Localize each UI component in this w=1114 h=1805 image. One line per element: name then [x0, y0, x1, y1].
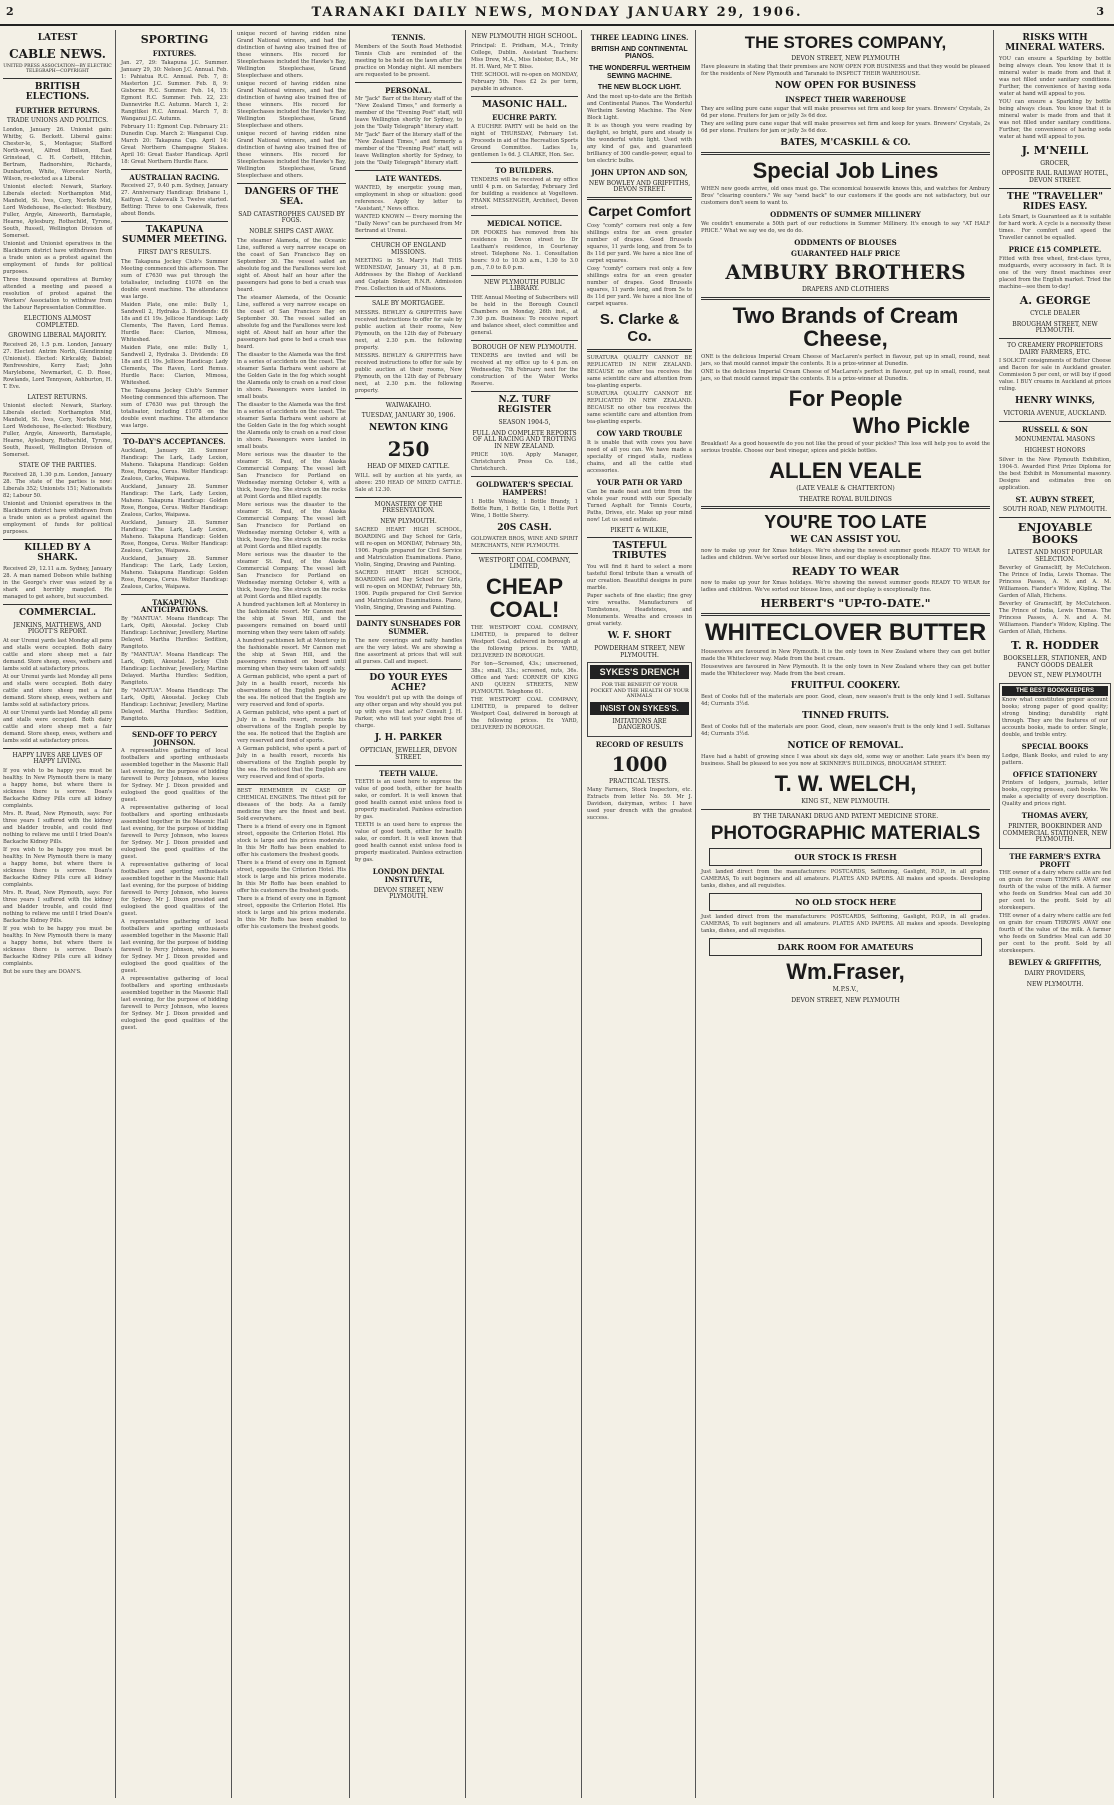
turf-season: SEASON 1904-5, [498, 419, 551, 427]
article-text: We couldn't enumerate a 50th part of our reductions in Summer Millinery. It's enough to say "AT HALF PRICE." What we say we do, we do do. [701, 220, 990, 234]
article-text: If you wish to be happy you must be healthy. In New Plymouth there is many a happy home, but where there is sickness there is sorrow. Doan's Backache Kidney Pills cure all kidney complaints. [3, 847, 112, 889]
dairy-providers: DAIRY PROVIDERS, [1024, 969, 1086, 977]
heading-for-people: For People [788, 385, 903, 411]
article-text: Three thousand operatives at Burnley attended a meeting and passed a resolution of protest against the Workers' Association to withdraw from the Labour Representation Committee. [3, 277, 112, 312]
article-text: PRICE 10/6. Apply Manager, Christchurch Press Co. Ltd., Christchurch. [471, 452, 578, 473]
heading-cream-cheese: Two Brands of Cream Cheese, [732, 302, 959, 351]
article-text: Cosy "comfy" corners rest only a few shillings extra for an even greater number of drapes. Good Brussels squares, 11 yards long, and from 5s to 8s 11d per yard. We have a nice line of carpet squares. [587, 223, 692, 265]
hodder-address: DEVON ST., NEW PLYMOUTH [1008, 672, 1102, 680]
article-text: Unionist and Unionist operatives in the Blackburn district have withdrawn from a trade union as a protest against the employment of funds for political purposes. [3, 241, 112, 276]
article-text: THE SCHOOL will re-open on MONDAY, February 5th. Fees £2 2s per term, payable in advance. [471, 71, 578, 92]
heading-office-stationery: OFFICE STATIONERY [1012, 769, 1098, 779]
fraser-qual: M.P.S.V., [832, 986, 859, 994]
article-text: They are selling pure cane sugar that will make preserves set firm and keep for years. Brewers' Crystals, 2s 6d per stone. Fruiters for jam or jelly 3s 6d doz. [701, 121, 990, 135]
article-text: Mrs. R. Read, New Plymouth, says: For three years I suffered with the kidney and bladder trouble, and could find nothing to relieve me until I tried Doan's Backache Kidney Pills. [3, 890, 112, 925]
article-text: Members of the South Road Methodist Tennis Club are reminded of the meeting to be held on the lawn after the practice on Monday night. All members are requested to be present. [355, 43, 462, 78]
article-text: By "MANTUA". Moana Handicap: The Lark, Opiti, Akoustal. Jockey Club Handicap: Lochnivar, Jewellery, Martine Delayed. Martha Hurdles: Sedition, Rangitoto. [121, 687, 228, 722]
article-text: SACRED HEART HIGH SCHOOL, BOARDING and Day School for Girls, will re-open on MONDAY, February 5th, 1906. Pupils prepared for Civil Service and Matriculation Examinations. Piano, Violin, Singing, Drawing and Painting. [355, 527, 462, 569]
article-text: More serious was the disaster to the steamer St. Paul, of the Alaska Commercial Company. The vessel left San Francisco for Portland on Wednesday morning October 4, with a thick, heavy fog. She struck on the rocks at Point Gorda and filled rapidly. [237, 501, 346, 550]
subheading-first-day: FIRST DAY'S RESULTS. [138, 249, 211, 257]
bewley-griffiths: BEWLEY & GRIFFITHS, [1008, 958, 1102, 968]
article-text: It is unable that with cows you have need of all you can. We have made a speciality of ringed stalls, rustless chains, and all the cattle stud accessories. [587, 440, 692, 475]
stores-address: DEVON STREET, NEW PLYMOUTH [791, 54, 900, 62]
heading-high-school: NEW PLYMOUTH HIGH SCHOOL. [471, 33, 578, 40]
heading-tasteful-tributes: TASTEFUL TRIBUTES [612, 541, 667, 562]
article-text: Paper sachets of fine elastic; fine grey wire wreaths. Manufacturers of Tombstones, Headstones, and Monuments. Wreaths and crosses in great variety. [587, 593, 692, 628]
article-text: You wouldn't put up with the doings of any other organ and why should you put up with eyes that ache? Consult J. H. Parker, who will test your sight free of charge. [355, 695, 462, 730]
column-local-notices [468, 30, 582, 1798]
press-credit: UNITED PRESS ASSOCIATION—BY ELECTRIC TELEGRAPH—COPYRIGHT [3, 64, 112, 75]
herberts-up-to-date: HERBERT'S "UP-TO-DATE." [760, 597, 931, 611]
heading-euchre-party: EUCHRE PARTY. [492, 113, 557, 123]
heading-waiwakaiho: WAIWAKAIHO. [385, 401, 432, 409]
veale-address: THEATRE ROYAL BUILDINGS [799, 495, 892, 503]
heading-path-or-yard: YOUR PATH OR YARD [596, 478, 683, 488]
ambury-brothers: AMBURY BROTHERS [725, 260, 966, 285]
avery-ad [999, 683, 1111, 849]
article-text: For ton—Screened, 43s.; unscreened, 38s.; small, 33s.; screened, nuts, 36s. Office and Yard: CORNER OF KING AND QUEEN STREETS, NEW PLYMOUTH. Telephone 61. [471, 661, 578, 696]
article-text: Have pleasure in stating that their premises are NOW OPEN FOR BUSINESS and that they would be pleased for the residents of New Plymouth and Taranaki to INSPECT THEIR WAREHOUSE. [701, 64, 990, 78]
column-cable-news [0, 30, 116, 1798]
article-text: There is a friend of every one in Egmont street, opposite the Criterion Hotel. His stock is large and his prices moderate. In this Mr Roffo has been enabled to offer his customers the freshest goods. [237, 895, 346, 930]
article-text: London, January 26. Unionist gain: Whitby, G. Beckett. Liberal gains: Chester-le, S., Montague; Stafford North-west, Alfred Billson, East Grinstead, C. H. Corbett, Hitchin, Bertram, Radnorshire, Richards, Dunbarton, White, Worcester North, Wilson, re-elected as a Liberal. [3, 127, 112, 183]
article-text: The Takapuna Jockey Club's Summer Meeting commenced this afternoon. The sum of £7630 was put through the totalisator, including £1078 on the double event machine. The attendance was large. [121, 258, 228, 300]
heading-mineral-waters: RISKS WITH MINERAL WATERS. [1005, 33, 1105, 53]
heading-medical-notice: MEDICAL NOTICE. [486, 218, 563, 228]
article-text: Housewives are favoured in New Plymouth. It is the only town in New Zealand where they can get butter made the Whiteclover way. Made from the best cream. [701, 649, 990, 663]
heading-traveller: THE "TRAVELLER" RIDES EASY. [1007, 191, 1103, 212]
article-text: Best of Cooks full of the materials are poor. Good, clean, new season's fruit is the only kind I sell. Sultanas 4d; Currants 3½d. [701, 694, 990, 708]
article-text: THE owner of a dairy where cattle are fed on grain for cream THROWS AWAY one fourth of the value of the milk. A farmer who feeds on Sundries Meal can add 30 per cent to the profit. Sold by all storekeepers. [999, 913, 1111, 955]
heading-half-price: GUARANTEED HALF PRICE [791, 249, 900, 259]
article-text: THE owner of a dairy where cattle are fed on grain for cream THROWS AWAY one fourth of the value of the milk. A farmer who feeds on Sundries Meal can add 30 per cent to the profit. Sold by all storekeepers. [999, 870, 1111, 912]
article-text: A EUCHRE PARTY will be held on the night of THURSDAY, February 1st. Proceeds in aid of the Recreation Sports Ground Committee. Ladies 1s, gentlemen 1s 6d. J. CLARKE, Hon. Sec. [471, 124, 578, 159]
column-stores-company [698, 30, 994, 1798]
clarke-name: S. Clarke & Co. [599, 311, 680, 345]
article-text: Lots Smart, is Guaranteed as it is suitable for hard work. A cycle is a necessity these times. For comfort and speed the Traveller cannot be equalled. [999, 214, 1111, 242]
george-trade: CYCLE DEALER [1030, 310, 1080, 318]
heading-borough: BOROUGH OF NEW PLYMOUTH. [472, 343, 577, 351]
article-text: A representative gathering of local footballers and sporting enthusiasts assembled together in the Masonic Hall last evening, for the purpose of bidding farewell to Percy Johnson, who leaves for Sydney. Mr J. Dixon presided and eulogised the good qualities of the guest. [121, 748, 228, 804]
heading-carpet-comfort: Carpet Comfort [588, 203, 691, 219]
article-text: Received 27, 9.40 p.m. Sydney, January 27. Anniversary Handicap: Brisbane 1, Kaifiyan 2, Cakewalk 3. Twelve started. Betting: Three to one Cakewalk, fives about Bonds. [121, 183, 228, 218]
bewley-address: NEW PLYMOUTH. [1026, 980, 1084, 988]
mcneill-trade: GROCER, [1040, 159, 1070, 167]
heading-open-for-business: NOW OPEN FOR BUSINESS [774, 81, 917, 92]
heading-removal: NOTICE OF REMOVAL. [787, 741, 904, 752]
article-text: unique record of having ridden nine Grand National winners, and had the distinction of having also trained five of these winners. His record for Steeplechases included the Hawke's Bay, Wellington Steeplechase, Grand Steeplechase and others. [237, 81, 346, 129]
article-text: BEST REMEMBER IN CASE OF CHEMICAL ENGINES. The fittest pill for diseases of the body. As a family medicine they are the finest and best. Sold everywhere. [237, 787, 346, 822]
article-text: ONE is the delicious Imperial Cream Cheese of MacLaren's perfect in flavour, put up in small, round, neat jars, so that mould cannot impair the contents. It is a prize-winner at Dunedin. [701, 353, 990, 367]
dark-room-box: DARK ROOM FOR AMATEURS [709, 938, 982, 956]
mcneill-address: OPPOSITE RAIL RAILWAY HOTEL, DEVON STREET. [1001, 170, 1109, 185]
article-text: Just landed direct from the manufacturers: POSTCARDS, Selftoning, Gaslight, P.O.P., in all grades. CAMERAS, To suit beginners and all amateurs. PLATES AND PAPERS. All makes and speeds. Developing tanks, dishes, and all requisites. [701, 914, 990, 935]
heading-pianos: BRITISH AND CONTINENTAL PIANOS. [591, 45, 688, 61]
turf-reports: FULL AND COMPLETE REPORTS OF ALL RACING AND TROTTING IN NEW ZEALAND. [472, 429, 577, 450]
article-text: Can be made neat and trim from the whole year round with our Specially Turned Asphalt for Tennis Courts, Paths, Drives, etc. Make up your mind now! Let us send estimate. [587, 488, 692, 523]
article-text: Auckland, January 28. Summer Handicap: The Lark, Lady Lexion, Maheno. Takapuna Handicap: Golden Rose, Rongoa, Cerus. Welter Handicap: Zealous, Carlos, Waipawa. [121, 519, 228, 554]
article-text: now to make up your for Xmas holidays. We're showing the newest summer goods READY TO WEAR for ladies and children. We've sorted our blouse lines, and our display is exceptionally fine. [701, 548, 990, 562]
heading-send-off: SEND-OFF TO PERCY JOHNSON. [131, 729, 218, 747]
heading-inspect-warehouse: INSPECT THEIR WAREHOUSE [785, 95, 906, 105]
subheading-happy-lives: HAPPY LIVES ARE LIVES OF HAPPY LIVING. [12, 751, 103, 766]
article-text: 1 Bottle Whisky, 1 Bottle Brandy, 1 Bottle Rum, 1 Bottle Gin, 1 Bottle Port Wine, 1 Bottle Sherry. [471, 498, 578, 519]
practical-tests: PRACTICAL TESTS. [609, 777, 670, 785]
sykes-insist: INSIST ON SYKES'S. [590, 702, 689, 715]
short-address: POWDERHAM STREET, NEW PLYMOUTH. [594, 645, 685, 659]
article-text: The steamer Alameda, of the Oceanic Line, suffered a very narrow escape on the coast of San Francisco Bay on September 30. The vessel sailed an absolute fog and the Farallones were lost sight of. About half an hour after the passengers had gone to bed a crash was heard. [237, 294, 346, 350]
stock-fresh-box: OUR STOCK IS FRESH [709, 848, 982, 866]
heading-british-elections: BRITISH ELECTIONS. [25, 81, 90, 102]
heading-personal: PERSONAL. [385, 85, 432, 95]
article-text: Mr "Jack" Barr of the literary staff of the "New Zealand Times," and formerly a member of the "Evening Post" staff, will leave Wellington shortly for Sydney, to join the "Daily Telegraph" literary staff. [355, 132, 462, 167]
heading-cow-yard: COW YARD TROUBLE [596, 429, 683, 439]
books-selection: LATEST AND MOST POPULAR SELECTION. [1007, 549, 1103, 563]
sykes-drench-title: SYKES'S DRENCH [590, 665, 689, 679]
article-text: YOU can ensure a Sparkling by bottle being always clean. You know that it is mineral water is made from and that it was not filled under sanitary conditions. Further, the convenience of having soda water at hand will appeal to you. [999, 98, 1111, 140]
subheading-ships-cast-away: NOBLE SHIPS CAST AWAY. [249, 227, 334, 235]
article-text: Fitted with free wheel, first-class tyres, mudguards, every accessory in fact. It is one of the very finest machines ever placed from the English market. Tried the machine—see them to-day! [999, 256, 1111, 291]
hodder-name: T. R. HODDER [1011, 639, 1099, 653]
subheading-state-of-parties: STATE OF THE PARTIES. [18, 462, 97, 470]
dental-address: DEVON STREET, NEW PLYMOUTH. [373, 886, 444, 901]
heading-monastery: MONASTERY OF THE PRESENTATION. [374, 500, 443, 515]
article-text: GOLDWATER BROS, WINE AND SPIRIT MERCHANTS, NEW PLYMOUTH. [471, 535, 578, 549]
article-text: Best of Cooks full of the materials are poor. Good, clean, new season's fruit is the only kind I sell. Sultanas 4d; Currants 3½d. [701, 724, 990, 738]
heading-new-plymouth: NEW PLYMOUTH. [380, 517, 437, 525]
article-text: If you wish to be happy you must be healthy. In New Plymouth there is many a happy home, but where there is sickness there is sorrow. Doan's Backache Kidney Pills cure all kidney complaints. [3, 768, 112, 810]
ambury-trade: DRAPERS AND CLOTHIERS [801, 286, 890, 294]
article-text: Just landed direct from the manufacturers: POSTCARDS, Selftoning, Gaslight, P.O.P., in all grades. CAMERAS, To suit beginners and all amateurs. PLATES AND PAPERS. All makes and speeds. Developing tanks, dishes, and all requisites. [701, 869, 990, 890]
article-text: Beverley of Gramscliff, by McCutcheon. The Prince of India, Lewis Thomas. The Princess Passes, A. N. and A. M. Williamson. Fiander's Widow, Kipling. The Garden of Allah, Hichens. [999, 601, 1111, 636]
heading-church-missions: CHURCH OF ENGLAND MISSIONS. [371, 242, 446, 256]
welch-name: T. W. WELCH, [774, 771, 917, 797]
heading-takapuna-meeting: TAKAPUNA SUMMER MEETING. [121, 225, 228, 246]
article-text: A German publicist, who spent a part of July in a health resort, records his observations of the English people by the sea. He noticed that the English are very reserved and fond of sports. [237, 673, 346, 708]
heading-who-pickle: Who Pickle [852, 412, 970, 438]
article-text: now to make up your for Xmas holidays. We're showing the newest summer goods READY TO WEAR for ladies and children. We've sorted our blouse lines, and our display is exceptionally fine. [701, 580, 990, 594]
article-text: TEETH is an used here to express the value of good teeth, either for health sake, or comfort. It is well known that good health cannot exist unless food is properly masticated. Painless extraction by gas. [355, 779, 462, 821]
article-text: Maiden Plate, one mile: Bully 1, Sandwell 2, Hydraka 3. Dividends: £6 18s and £1 19s. Jellicoe Handicap: Lady Clements, The Raven, Lord Remus. Hurdle Race: Clarion, Mimosa, Whiteshed. [121, 301, 228, 343]
article-text: DR FOOKES has removed from his residence in Devon street to Dr Leatham's residence, in Courtenay street. Telephone No. 1. Consultation hours: 9.0 to 10.30 a.m., 1.30 to 3.0 p.m., 7.0 to 8.0 p.m. [471, 229, 578, 271]
article-text: WHEN new goods arrive, old ones must go. The economical housewife knows this, and watches for Ambury Bros' "clearing counters." We say "send back" to our customers if the goods are not satisfactory, but our customers don't seem to want to. [701, 186, 990, 206]
article-text: Auckland, January 28. Summer Handicap: The Lark, Lady Lexion, Maheno. Takapuna Handicap: Golden Rose, Rongoa, Cerus. Welter Handicap: Zealous, Carlos, Waipawa. [121, 483, 228, 518]
article-text: YOU can ensure a Sparkling by bottle being always clean. You know that it is mineral water is made from and that it was not filled under sanitary conditions. Further, the convenience of having soda water at hand will appeal to you. [999, 55, 1111, 97]
article-text: Silver in the New Plymouth Exhibition, 1904-5. Awarded First Prize Diploma for the best Exhibit in Monumental masonry. Designs and estimates free on application. [999, 456, 1111, 491]
article-text: Maiden Plate, one mile: Bully 1, Sandwell 2, Hydraka 3. Dividends: £6 18s and £1 19s. Jellicoe Handicap: Lady Clements, The Raven, Lord Remus. Hurdle Race: Clarion, Mimosa, Whiteshed. [121, 344, 228, 386]
cattle-heading: HEAD OF MIXED CATTLE. [367, 462, 450, 470]
article-text: A representative gathering of local footballers and sporting enthusiasts assembled together in the Masonic Hall last evening, for the purpose of bidding farewell to Percy Johnson, who leaves for Sydney. Mr J. Dixon presided and eulogised the good qualities of the guest. [121, 805, 228, 861]
subheading-elections-complete: ELECTIONS ALMOST COMPLETED. [23, 315, 92, 329]
winks-address: VICTORIA AVENUE, AUCKLAND. [1003, 410, 1107, 418]
article-text: Unionist and Unionist operatives in the Blackburn district have withdrawn from a trade union as a protest against the employment of funds for political purposes. [3, 500, 112, 535]
drug-store: BY THE TARANAKI DRUG AND PATENT MEDICINE STORE. [752, 812, 939, 820]
highest-honors: HIGHEST HONORS [1024, 446, 1086, 454]
article-text: Cosy "comfy" corners rest only a few shillings extra for an even greater number of drapes. Good Brussels squares, 11 yards long, and from 5s to 8s 11d per yard. We have a nice line of carpet squares. [587, 266, 692, 308]
article-text: MEETING in St. Mary's Hall THIS WEDNESDAY, January 31, at 8 p.m. Addresses by the Bishop of Auckland and Captain Sinker, R.N.R. Admission Free. Collection in aid of Missions. [355, 258, 462, 293]
heading-creamery: TO CREAMERY PROPRIETORS DAIRY FARMERS, ETC. [1007, 342, 1103, 356]
article-text: It is as though you were reading by daylight, so bright, pure and steady is the wonderful white light. Used with any kind of gas, and guaranteed brilliancy of 300 candle-power, equal to ten electric bulbs. [587, 123, 692, 165]
article-text: WANTED, by energetic young man, employment in shop or situation: good references. Apply by letter to "Assistant," News office. [355, 185, 462, 213]
article-text: Unionist elected: Newark, Starkey. Liberals elected: Northampton Mid, Manfield, St. Ives, Cory, Norfolk Mid, Lord Wodehouse, Re-elected: Westbury, Fuller, Argyle, Ainsworth, Barnstaple, Hearne, Aylesbury, Rothschild, Tyrone, South, Russell, Wellington Division of Somerset. [3, 403, 112, 459]
article-text: WILL sell by auction at his yards, as above: 250 HEAD OF MIXED CATTLE. Sale at 12.30. [355, 472, 462, 493]
article-text: Auckland, January 28. Summer Handicap: The Lark, Lady Lexion, Maheno. Takapuna Handicap: Golden Rose, Rongoa, Cerus. Welter Handicap: Zealous, Carlos, Waipawa. [121, 555, 228, 590]
heading-stores-company: THE STORES COMPANY, [744, 33, 947, 52]
heading-cable-news: CABLE NEWS. [9, 46, 106, 61]
tests-count: 1000 [611, 751, 668, 776]
heading-ready-to-wear: READY TO WEAR [791, 565, 900, 579]
column-sporting [118, 30, 232, 1798]
george-name: A. GEORGE [1019, 294, 1091, 308]
heading-library: NEW PLYMOUTH PUBLIC LIBRARY. [484, 278, 565, 293]
upton-name: JOHN UPTON AND SON, [591, 168, 688, 178]
article-text: unique record of having ridden nine Grand National winners, and had the distinction of having also trained five of these winners. His record for Steeplechases included the Hawke's Bay, Wellington Steeplechase, Grand Steeplechase and others. [237, 31, 346, 79]
article-text: More serious was the disaster to the steamer St. Paul, of the Alaska Commercial Company. The vessel left San Francisco for Portland on Wednesday morning October 4, with a thick, heavy fog. She struck on the rocks at Point Gorda and filled rapidly. [237, 451, 346, 500]
article-text: At our Urenui yards last Monday all pens and stalls were occupied. Both dairy cattle and store sheep met a fair demand. Store sheep, ewes, wethers and lambs sold at satisfactory prices. [3, 709, 112, 744]
article-text: A representative gathering of local footballers and sporting enthusiasts assembled together in the Masonic Hall last evening, for the purpose of bidding farewell to Percy Johnson, who leaves for Sydney. Mr J. Dixon presided and eulogised the good qualities of the guest. [121, 862, 228, 918]
article-text: TENDERS will be received at my office until 4 p.m. on Saturday, February 3rd for building a residence at Vogeltown. FRANK MESSENGER, Architect, Devon street. [471, 176, 578, 211]
heading-block-light: THE NEW BLOCK LIGHT. [597, 84, 682, 92]
article-text: February 11: Egmont Cup. February 21: Dunedin Cup. March 2: Wanganui Cup. March 20: Takapuna Cup. April 14: Great Northern Champagne Stakes. April 16: Great Easter Handicap. April 18: Great Northern Hurdle Race. [121, 123, 228, 165]
article-text: A hundred yachtsmen left at Monterey in the fashionable resort. Mr Cannon met the ship at Swan Hill, and the passengers remained on board until morning when they were taken off safely. [237, 601, 346, 636]
article-text: THE Annual Meeting of Subscribers will be held in the Borough Council Chambers on Monday, 26th inst., at 7.30 p.m. Business: To receive report and balance sheet, elect committee and general. [471, 294, 578, 336]
subheading-fogs: SAD CATASTROPHES CAUSED BY FOGS. [238, 210, 345, 225]
article-text: WANTED KNOWN — Every morning the "Daily News" can be purchased from Mr Bertrand at Urenui. [355, 214, 462, 235]
article-text: MESSRS. BEWLEY & GRIFFITHS have received instructions to offer for sale by public auction at their rooms, New Plymouth, on the 12th day of February next, at 2.30 p.m. the following property. [355, 309, 462, 351]
heading-bookkeepers: THE BEST BOOKKEEPERS [1002, 686, 1108, 696]
article-text: They are selling pure cane sugar that will make preserves set firm and keep for years. Brewers' Crystals, 2s 6d per stone. Fruiters for jam or jelly 3s 6d doz. [701, 106, 990, 120]
subheading-fixtures: FIXTURES. [152, 49, 197, 59]
heading-three-lines: THREE LEADING LINES. [590, 33, 689, 42]
short-name: W. F. SHORT [607, 631, 672, 642]
article-text: The disaster to the Alameda was the first in a series of accidents on the coast. The steamer Santa Barbara went ashore at the Golden Gate in the fog which sought the Alameda only to crash on a reef close in shore. Passengers were landed in small boats. [237, 351, 346, 400]
heading-eyes-ache: DO YOUR EYES ACHE? [369, 672, 448, 693]
article-text: Have had a habit of growing since I was about six days old, some way or another. Late years it's been my business. Shall be pleased to see you now at SKINNER'S BUILDINGS, BROUGHAM STREET. [701, 754, 990, 768]
monumental-masons: MONUMENTAL MASONS [1015, 436, 1095, 444]
heading-late-wanteds: LATE WANTEDS. [375, 174, 442, 184]
heading-tinned-fruits: TINNED FRUITS. [801, 711, 890, 722]
article-text: TENDERS are invited and will be received at my office up to 4 p.m. on Wednesday, 7th February next for the construction of the Water Works Reserve. [471, 353, 578, 388]
heading-millinery: ODDMENTS OF SUMMER MILLINERY [770, 210, 921, 219]
heading-sunshades: DAINTY SUNSHADES FOR SUMMER. [356, 619, 461, 636]
avery-name: THOMAS AVERY, [1021, 811, 1089, 821]
article-text: The new coverings and natty handles are the very latest. We are showing a fine assortment at prices that will suit all purses. Call and inspect. [355, 637, 462, 665]
article-text: THE WESTPORT COAL COMPANY, LIMITED, is prepared to deliver Westport Coal, delivered in borough at the following prices. Ex YARD, DELIVERED IN BOROUGH. [471, 625, 578, 660]
no-old-stock-box: NO OLD STOCK HERE [709, 893, 982, 911]
fraser-address: DEVON STREET, NEW PLYMOUTH [791, 997, 900, 1005]
auctioneer-name: NEWTON KING [368, 423, 449, 434]
column-notices [352, 30, 466, 1798]
russell-son: RUSSELL & SON [1022, 424, 1088, 434]
article-text: Mr "Jack" Barr of the literary staff of the "New Zealand Times," and formerly a member of the "Evening Post" staff, will leave Wellington shortly for Sydney, to join the "Daily Telegraph" literary staff. [355, 96, 462, 131]
heading-teeth-value: TEETH VALUE. [379, 768, 438, 778]
article-text: Unionist elected: Newark, Starkey. Liberals elected: Northampton Mid, Manfield, St. Ives, Cory, Norfolk Mid, Lord Wodehouse, Re-elected: Westbury, Fuller, Argyle, Ainsworth, Barnstaple, Hearne, Aylesbury, Rothschild, Tyrone, South, Russell, Wellington Division of Somerset. [3, 184, 112, 240]
article-text: There is a friend of every one in Egmont street, opposite the Criterion Hotel. His stock is large and his prices moderate. In this Mr Roffo has been enabled to offer his customers the freshest goods. [237, 859, 346, 894]
heading-killed-by-shark: KILLED BY A SHARK. [24, 542, 91, 563]
fraser-name: Wm.Fraser, [786, 959, 905, 985]
subheading-report: JENKINS, MATTHEWS, AND PIGOTT'S REPORT. [13, 621, 102, 636]
article-text: At our Urenui yards last Monday all pens and stalls were occupied. Both dairy cattle and store sheep met a fair demand. Store sheep, ewes, wethers and lambs sold at satisfactory prices. [3, 673, 112, 708]
heading-cheap-coal: CHEAP COAL! [485, 573, 563, 623]
heading-hampers: GOLDWATER'S SPECIAL HAMPERS! [476, 480, 573, 498]
heading-enjoyable-books: ENJOYABLE BOOKS [1017, 520, 1093, 546]
veale-late: (LATE VEALE & CHATTERTON) [796, 485, 895, 493]
article-text: Jan. 27, 29: Takapuna J.C. Summer. January 29, 30: Nelson J.C. Annual. Feb. 1: Pahiatua R.C. Annual. Feb. 7, 8: Masterton J.C. Summer. Feb. 8, 9: Gisborne R.C. Summer. Feb. 14, 15: Egmont R.C. Summer. Feb. 22, 23: Dannevirke R.C. Autumn. March 1, 2: Rangitikei R.C. Annual. March 7, 8: Wanganui J.C. Autumn. [121, 59, 228, 122]
article-text: By "MANTUA". Moana Handicap: The Lark, Opiti, Akoustal. Jockey Club Handicap: Lochnivar, Jewellery, Martine Delayed. Martha Hurdles: Sedition, Rangitoto. [121, 615, 228, 650]
heading-acceptances: TO-DAY'S ACCEPTANCES. [123, 436, 226, 446]
heading-latest: LATEST [37, 33, 78, 43]
article-text: By "MANTUA". Moana Handicap: The Lark, Opiti, Akoustal. Jockey Club Handicap: Lochnivar, Jewellery, Martine Delayed. Martha Hurdles: Sedition, Rangitoto. [121, 651, 228, 686]
avery-trade: PRINTER, BOOKBINDER AND COMMERCIAL STATIONER, NEW PLYMOUTH. [1002, 823, 1108, 844]
article-text: Received 29, 12.11 a.m. Sydney, January 28. A man named Dobson while bathing in the George's river was seized by a shark and horribly mangled. He managed to get ashore, but succumbed. [3, 565, 112, 600]
optician-address: OPTICIAN, JEWELLER, DEVON STREET. [360, 747, 457, 761]
article-text: A hundred yachtsmen left at Monterey in the fashionable resort. Mr Cannon met the ship at Swan Hill, and the passengers remained on board until morning when they were taken off safely. [237, 637, 346, 672]
heading-photographic: PHOTOGRAPHIC MATERIALS [710, 823, 981, 845]
article-text: Know what constitutes proper account books; strong paper of good quality; strong binding; durability right through. They are the features of our accounts books, made to order. Single, double, and treble entry. [1002, 697, 1108, 739]
article-text: The Takapuna Jockey Club's Summer Meeting commenced this afternoon. The sum of £7630 was put through the totalisator, including £1078 on the double event machine. The attendance was large. [121, 387, 228, 429]
article-text: SACRED HEART HIGH SCHOOL, BOARDING and Day School for Girls, will re-open on MONDAY, February 5th, 1906. Pupils prepared for Civil Service and Matriculation Examinations. Piano, Violin, Singing, Drawing and Painting. [355, 570, 462, 612]
heading-special-job-lines: Special Job Lines [752, 157, 939, 183]
article-text: Printers of ledgers, journals, letter books, copying presses, cash books. We make a speciality of every description. Quality and prices right. [1002, 780, 1108, 808]
article-text: Principal: E. Pridham, M.A., Trinity College, Dublin. Assistant Teachers: Miss Drew, M.A., Miss Isbister, B.A., Mr H. H. Ward, Mr T. Bliss. [471, 42, 578, 70]
heading-farmers-profit: THE FARMER'S EXTRA PROFIT [1009, 851, 1101, 869]
article-text: The disaster to the Alameda was the first in a series of accidents on the coast. The steamer Santa Barbara went ashore at the Golden Gate in the fog which sought the Alameda only to crash on a reef close in shore. Passengers were landed in small boats. [237, 401, 346, 450]
article-text: At our Urenui yards last Monday all pens and stalls were occupied. Both dairy cattle and store sheep met a fair demand. Store sheep, ewes, wethers and lambs sold at satisfactory prices. [3, 637, 112, 672]
article-text: Mrs. R. Read, New Plymouth, says: For three years I suffered with the kidney and bladder trouble, and could find nothing to relieve me until I tried Doan's Backache Kidney Pills. [3, 811, 112, 846]
dental-institute: LONDON DENTAL INSTITUTE, [372, 867, 445, 884]
pikett-wilkie: PIKETT & WILKIE, [610, 526, 669, 534]
heading-record-results: RECORD OF RESULTS [595, 739, 684, 749]
article-text: And the most up-to-date are the British and Continental Pianos. The Wonderful Wertheim Sewing Machine. The New Block Light. [587, 94, 692, 122]
article-text: Auckland, January 28. Summer Handicap: The Lark, Lady Lexion, Maheno. Takapuna Handicap: Golden Rose, Rongoa, Cerus. Welter Handicap: Zealous, Carlos, Waipawa. [121, 447, 228, 482]
heading-assist-you: WE CAN ASSIST YOU. [790, 535, 901, 546]
newspaper-title: TARANAKI DAILY NEWS, MONDAY JANUARY 29, 1906. [311, 5, 803, 20]
article-text: Beverley of Gramscliff, by McCutcheon. The Prince of India, Lewis Thomas. The Princess Passes, A. N. and A. M. Williamson. Fiander's Widow, Kipling. The Garden of Allah, Hichens. [999, 565, 1111, 600]
article-text: unique record of having ridden nine Grand National winners, and had the distinction of having also trained five of these winners. His record for Steeplechases included the Hawke's Bay, Wellington Steeplechase, Grand Steeplechase and others. [237, 131, 346, 179]
subheading-trade-unions: TRADE UNIONS AND POLITICS. [6, 117, 109, 125]
masthead [0, 0, 1114, 26]
article-text: ONE is the delicious Imperial Cream Cheese of MacLaren's perfect in flavour, put up in small, round, neat jars, so that mould cannot impair the contents. It is a prize-winner at Dunedin. [701, 368, 990, 382]
article-text: A German publicist, who spent a part of July in a health resort, records his observations of the English people by the sea. He noticed that the English are very reserved and fond of sports. [237, 709, 346, 744]
heading-westport-coal: WESTPORT COAL COMPANY, LIMITED, [478, 556, 571, 571]
mcneill-name: J. M'NEILL [1021, 143, 1089, 157]
heading-too-late: YOU'RE TOO LATE [764, 512, 927, 533]
article-text: Housewives are favoured in New Plymouth. It is the only town in New Zealand where they can get butter made the Whiteclover way. Made from the best cream. [701, 664, 990, 678]
article-text: SURATURA QUALITY CANNOT BE REPLICATED IN NEW ZEALAND. BECAUSE no other tea receives the same scientific care and attention from tea-planting experts. [587, 391, 692, 426]
subheading-latest-returns: LATEST RETURNS. [27, 393, 88, 401]
subheading-liberal-majority: GROWING LIBERAL MAJORITY. [8, 332, 107, 340]
allen-veale: ALLEN VEALE [769, 458, 922, 484]
whiteclover-butter: WHITECLOVER BUTTER [704, 619, 987, 647]
heading-sewing-machine: THE WONDERFUL WERTHEIM SEWING MACHINE. [588, 65, 691, 80]
page-number-left: 2 [6, 5, 16, 18]
article-text: A representative gathering of local footballers and sporting enthusiasts assembled together in the Masonic Hall last evening, for the purpose of bidding farewell to Percy Johnson, who leaves for Sydney. Mr J. Dixon presided and eulogised the good qualities of the guest. [121, 976, 228, 1032]
article-text: SURATURA QUALITY CANNOT BE REPLICATED IN NEW ZEALAND. BECAUSE no other tea receives the same scientific care and attention from tea-planting experts. [587, 355, 692, 390]
article-text: A representative gathering of local footballers and sporting enthusiasts assembled together in the Masonic Hall last evening, for the purpose of bidding farewell to Percy Johnson, who leaves for Sydney. Mr J. Dixon presided and eulogised the good qualities of the guest. [121, 919, 228, 975]
russell-address: SOUTH ROAD, NEW PLYMOUTH. [1003, 506, 1107, 514]
heading-to-builders: TO BUILDERS. [495, 166, 554, 176]
bates-mccaskill: BATES, M'CASKILL & CO. [780, 138, 911, 149]
sykes-drench-ad [587, 662, 692, 737]
article-text: More serious was the disaster to the steamer St. Paul, of the Alaska Commercial Company. The vessel left San Francisco for Portland on Wednesday morning October 4, with a thick, heavy fog. She struck on the rocks at Point Gorda and filled rapidly. [237, 551, 346, 600]
heading-blouses: ODDMENTS OF BLOUSES [794, 237, 897, 247]
heading-anticipations: TAKAPUNA ANTICIPATIONS. [140, 597, 209, 615]
heading-sale-by-mortgagee: SALE BY MORTGAGEE. [372, 300, 445, 308]
article-text: There is a friend of every one in Egmont street, opposite the Criterion Hotel. His stock is large and his prices moderate. In this Mr Roffo has been enabled to offer his customers the freshest goods. [237, 823, 346, 858]
george-address: BROUGHAM STREET, NEW PLYMOUTH. [1012, 320, 1098, 335]
article-text: Received 26, 1.5 p.m. London, January 27. Elected: Antrim North, Glendinning (Unionist). Elected: Kirkcaldy, Dalziel; Renfrewshire, Kerry East; John Marylebone, Newmarket, C. D. Rose, Rowlands, Lord Tennyson, Ashburton, H. T. Eve. [3, 341, 112, 390]
column-dangers-of-sea [234, 30, 350, 1798]
welch-address: KING ST., NEW PLYMOUTH. [801, 798, 890, 806]
heading-fruitful-cookery: FRUITFUL COOKERY. [790, 681, 901, 692]
column-upton-adverts [584, 30, 696, 1798]
sykes-benefit: FOR THE BENEFIT OF YOUR POCKET AND THE HEALTH OF YOUR ANIMALS [590, 682, 689, 700]
article-text: A German publicist, who spent a part of July in a health resort, records his observations of the English people by the sea. He noticed that the English are very reserved and fond of sports. [237, 745, 346, 780]
heading-tennis: TENNIS. [391, 33, 426, 42]
page-number-right: 3 [1096, 5, 1106, 18]
hodder-trade: BOOKSELLER, STATIONER, AND FANCY GOODS DEALER [1003, 655, 1107, 669]
heading-sporting: SPORTING [140, 33, 209, 46]
heading-australian-racing: AUSTRALIAN RACING. [129, 172, 220, 182]
article-text: Lodge, Blank Books, and ruled to any pattern. [1002, 752, 1108, 766]
heading-masonic-hall: MASONIC HALL. [481, 99, 568, 110]
heading-commercial: COMMERCIAL. [18, 607, 97, 618]
article-text: Breakfast! As a good housewife do you not like the proud of your pickles? This loss will help you to avoid the serious trouble. Choose our best vinegar, spices and pickle bottles. [701, 441, 990, 455]
article-text: If you wish to be happy you must be healthy. In New Plymouth there is many a happy home, but where there is sickness there is sorrow. Doan's Backache Kidney Pills cure all kidney complaints. [3, 926, 112, 968]
traveller-price: PRICE £15 COMPLETE. [1008, 245, 1102, 255]
heading-special-books: SPECIAL BOOKS [1021, 742, 1089, 752]
article-text: Many Farmers, Stock Inspectors, etc. Extracts from letter No. 59. Mr J. Davidson, dairyman, writes: I have used your drench with the greatest success. [587, 787, 692, 822]
winks-name: HENRY WINKS, [1014, 396, 1096, 407]
article-text: You will find it hard to select a more tasteful floral tribute than a wreath of our creation. Beautiful designs in pure marble. [587, 564, 692, 592]
article-text: I SOLICIT consignments of Butter Cheese and Bacon for sale in Auckland greater. Commission 5 per cent, or will buy if good value. I BUY creams in Auckland at prices ruling. [999, 358, 1111, 393]
upton-address: NEW BOWLEY AND GRIFFITHS, DEVON STREET. [588, 179, 691, 194]
article-text: TEETH is an used here to express the value of good teeth, either for health sake, or comfort. It is well known that good health cannot exist unless food is properly masticated. Painless extraction by gas. [355, 822, 462, 864]
russell-street: ST. AUBYN STREET, [1015, 494, 1095, 504]
heading-date: TUESDAY, JANUARY 30, 1906. [361, 412, 456, 420]
hamper-price: 20S CASH. [497, 522, 552, 533]
article-text: THE WESTPORT COAL COMPANY, LIMITED, is prepared to deliver Westport Coal, delivered in borough at the following prices. Ex YARD, DELIVERED IN BOROUGH. [471, 697, 578, 732]
article-text: The steamer Alameda, of the Oceanic Line, suffered a very narrow escape on the coast of San Francisco Bay on September 30. The vessel sailed an absolute fog and the Farallones were lost sight of. About half an hour after the passengers had gone to bed a crash was heard. [237, 237, 346, 293]
sykes-imitations: IMITATIONS ARE DANGEROUS. [612, 717, 667, 732]
heading-dangers-of-sea: DANGERS OF THE SEA. [244, 187, 339, 207]
optician-name: J. H. PARKER [374, 733, 443, 744]
article-text: But be sure they are DOAN'S. [3, 969, 82, 976]
column-right-adverts [996, 30, 1114, 1798]
subheading-further-returns: FURTHER RETURNS. [15, 105, 100, 115]
article-text: MESSRS. BEWLEY & GRIFFITHS have received instructions to offer for sale by public auction at their rooms, New Plymouth, on the 12th day of February next, at 2.30 p.m. the following property. [355, 352, 462, 394]
cattle-count: 250 [387, 436, 430, 461]
heading-turf-register: N.Z. TURF REGISTER [497, 395, 552, 416]
article-text: Received 28, 1.30 p.m. London, January 28. The state of the parties is now: Liberals 352; Unionists 151; Nationalists 82; Labour 50. [3, 471, 112, 499]
